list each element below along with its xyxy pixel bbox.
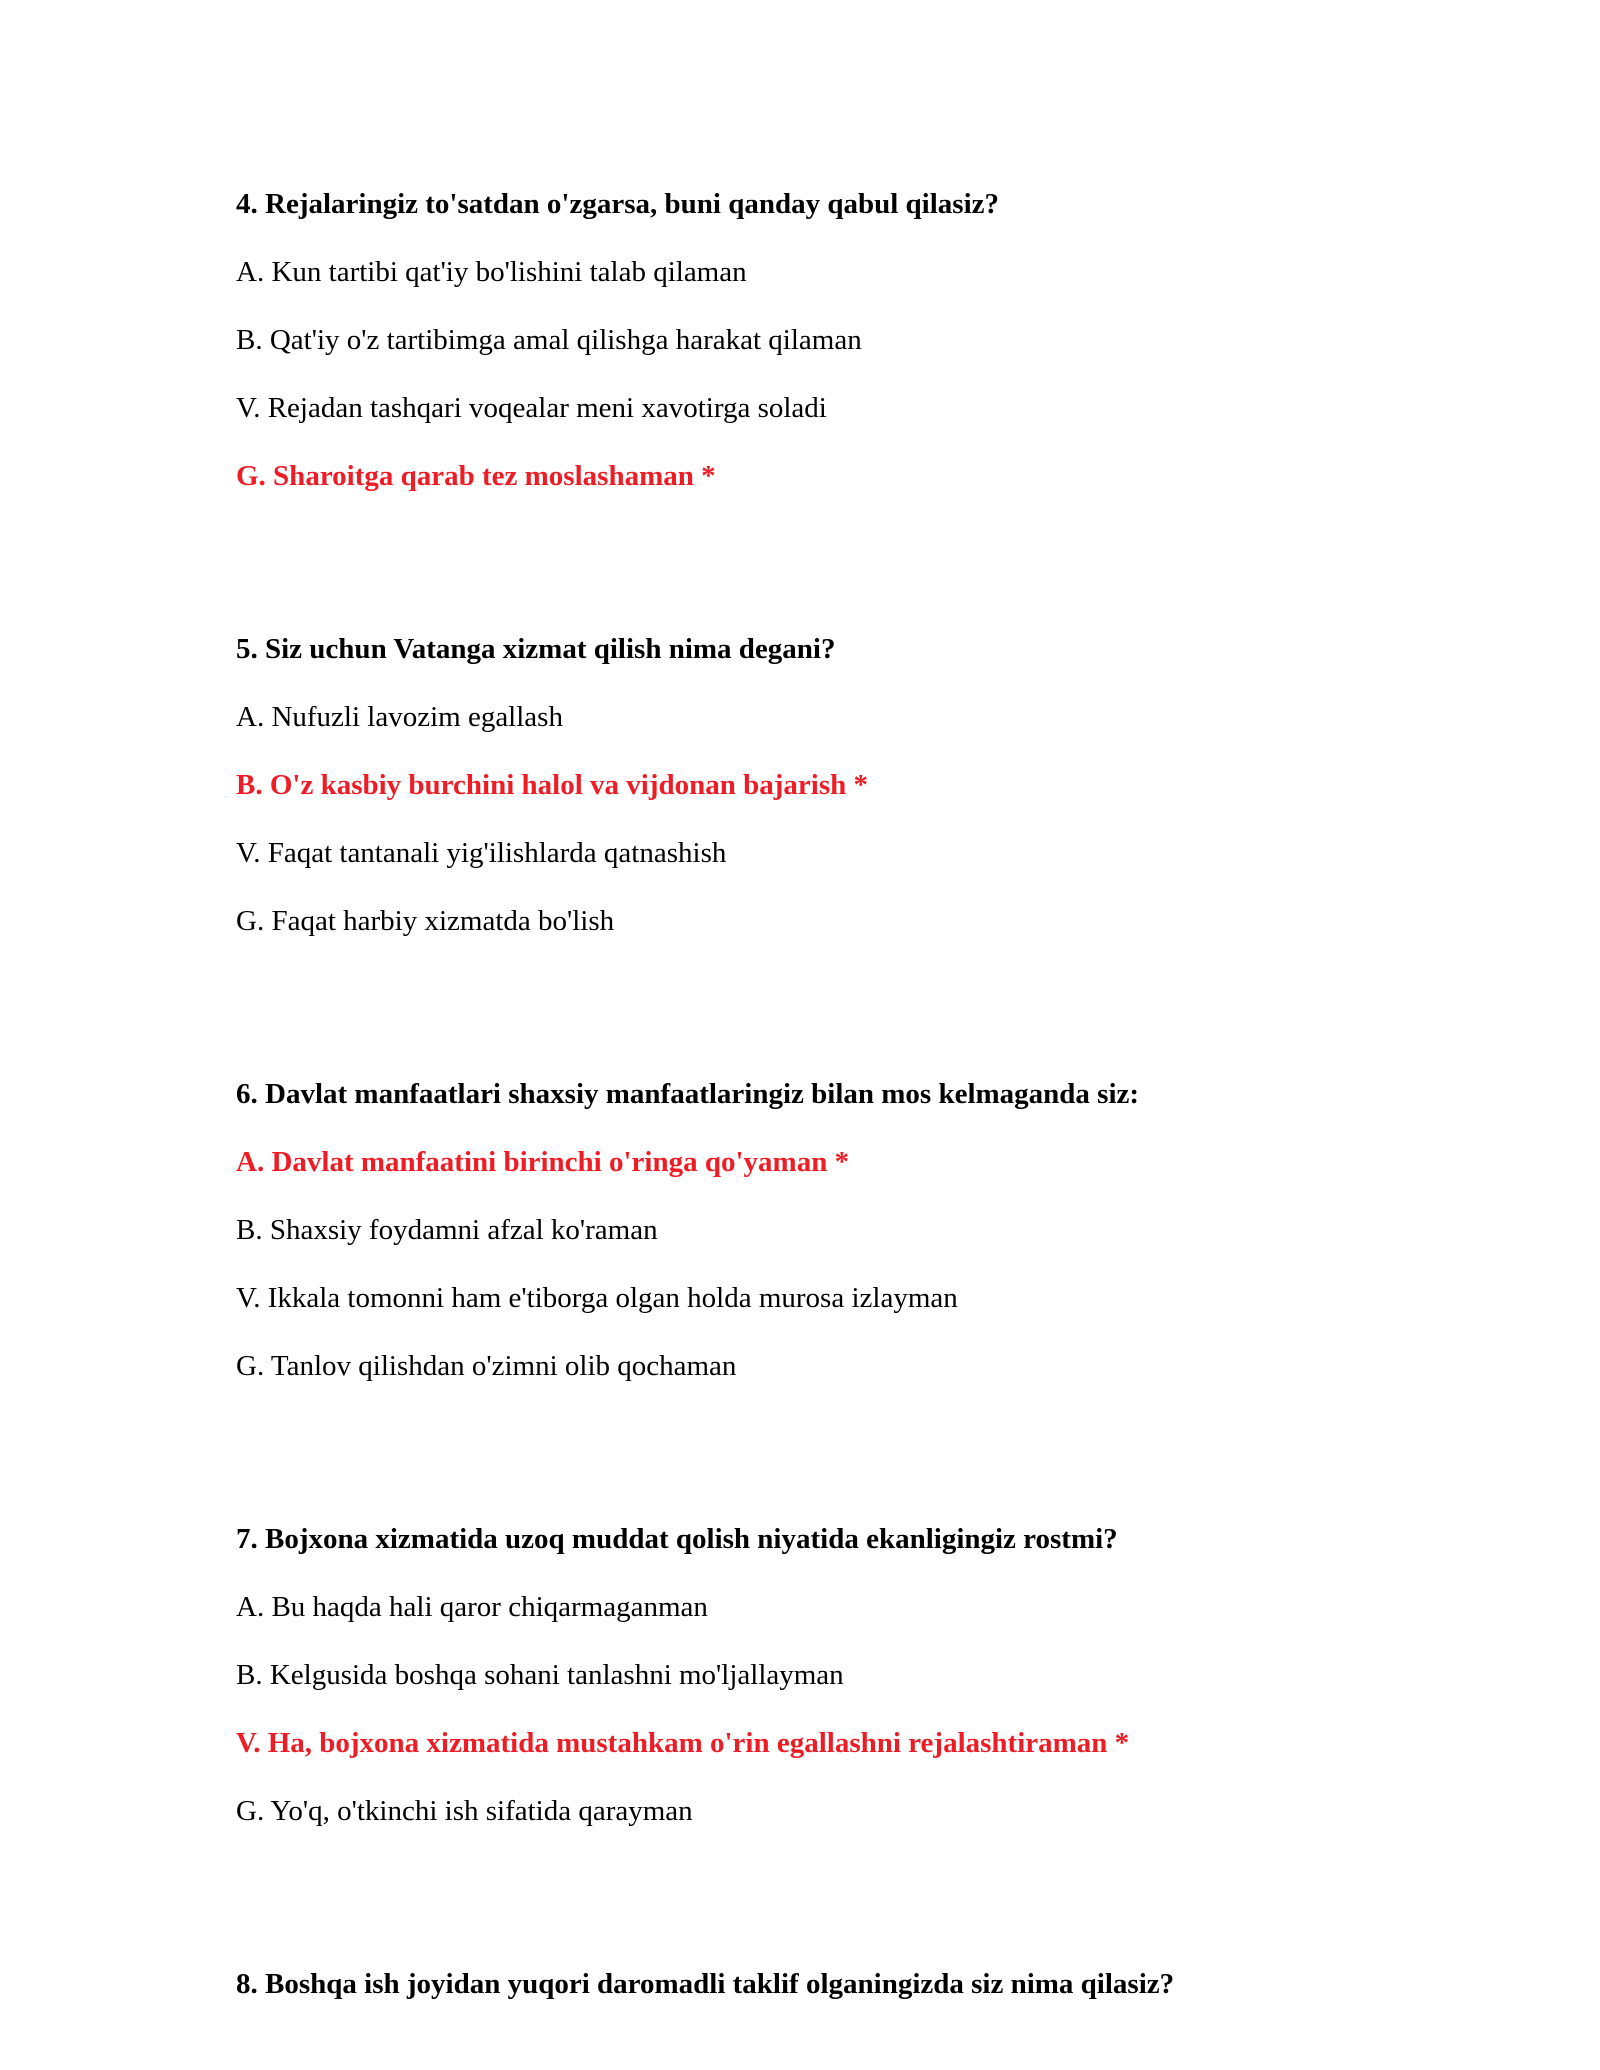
- question-text: 7. Bojxona xizmatida uzoq muddat qolish niyatida ekanligingiz rostmi?: [236, 1523, 1118, 1555]
- question-list: [236, 185, 1486, 2033]
- option-g: G. Tanlov qilishdan o'zimni olib qochaman: [236, 1350, 737, 1382]
- question-text: 4. Rejalaringiz to'satdan o'zgarsa, buni qanday qabul qilasiz?: [236, 188, 999, 220]
- option-a-correct: A. Davlat manfaatini birinchi o'ringa qo'yaman *: [236, 1146, 850, 1178]
- question-text: 6. Davlat manfaatlari shaxsiy manfaatlaringiz bilan mos kelmaganda siz:: [236, 1078, 1140, 1110]
- question-text: 8. Boshqa ish joyidan yuqori daromadli taklif olganingizda siz nima qilasiz?: [236, 1968, 1175, 2000]
- option-v: V. Faqat tantanali yig'ilishlarda qatnashish: [236, 837, 727, 869]
- question-text: 5. Siz uchun Vatanga xizmat qilish nima degani?: [236, 633, 836, 665]
- question-4: [236, 185, 1486, 495]
- question-8: [236, 1965, 1486, 2003]
- option-a: A. Bu haqda hali qaror chiqarmaganman: [236, 1591, 708, 1623]
- option-a: A. Kun tartibi qat'iy bo'lishini talab qilaman: [236, 256, 747, 288]
- option-b: B. Shaxsiy foydamni afzal ko'raman: [236, 1214, 658, 1246]
- option-b-correct: B. O'z kasbiy burchini halol va vijdonan bajarish *: [236, 769, 868, 801]
- option-v: V. Rejadan tashqari voqealar meni xavotirga soladi: [236, 392, 827, 424]
- option-b: B. Kelgusida boshqa sohani tanlashni mo'ljallayman: [236, 1659, 844, 1691]
- option-g: G. Yo'q, o'tkinchi ish sifatida qarayman: [236, 1795, 693, 1827]
- option-b: B. Qat'iy o'z tartibimga amal qilishga harakat qilaman: [236, 324, 862, 356]
- option-v-correct: V. Ha, bojxona xizmatida mustahkam o'rin egallashni rejalashtiraman *: [236, 1727, 1130, 1759]
- option-v: V. Ikkala tomonni ham e'tiborga olgan holda murosa izlayman: [236, 1282, 958, 1314]
- question-7: [236, 1520, 1486, 1830]
- question-5: [236, 630, 1486, 940]
- option-g-correct: G. Sharoitga qarab tez moslashaman *: [236, 460, 716, 492]
- option-g: G. Faqat harbiy xizmatda bo'lish: [236, 905, 615, 937]
- option-a: A. Nufuzli lavozim egallash: [236, 701, 563, 733]
- question-6: [236, 1075, 1486, 1385]
